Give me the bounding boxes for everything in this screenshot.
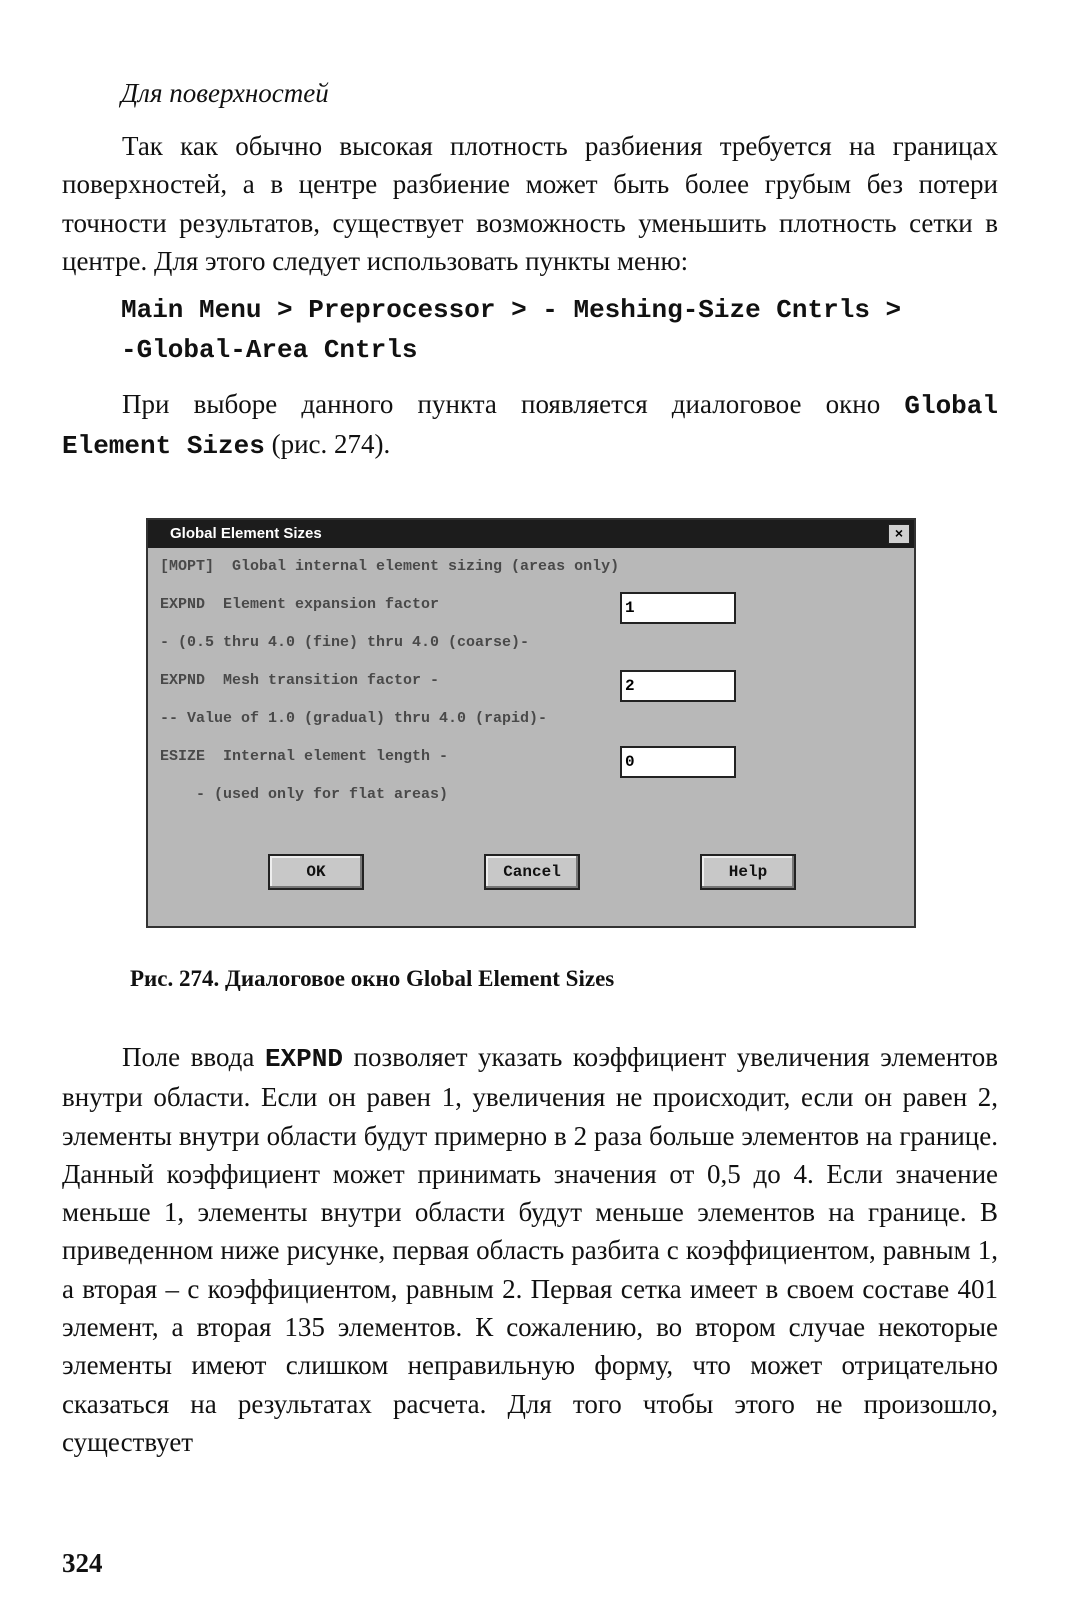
ok-button[interactable]: OK [268, 854, 364, 890]
dialog-title-bar[interactable] [148, 520, 914, 548]
paragraph-text: Поле ввода [122, 1042, 265, 1072]
dialog-label-expnd: EXPND Element expansion factor [160, 596, 440, 613]
dialog-title: Global Element Sizes [170, 525, 322, 542]
menu-path-line-2: -Global-Area Cntrls [121, 335, 418, 365]
intro-paragraph: Так как обычно высокая плотность разбиения требуется на границах поверхностей, а в центре разбиение может быть более грубым без потери точности результатов, существует возможность уменьшить плотность сетки в центре. Для этого следует использовать пункты меню: [62, 131, 998, 276]
paragraph-text: При выборе данного пункта появляется диалоговое окно [122, 389, 905, 419]
dialog-intro-paragraph [62, 385, 998, 466]
dialog-hint-transition-range: -- Value of 1.0 (gradual) thru 4.0 (rapid)- [160, 710, 548, 727]
dialog-label-esize: ESIZE Internal element length - [160, 748, 449, 765]
expnd-paragraph [62, 1038, 998, 1461]
dialog-hint-expnd-range: - (0.5 thru 4.0 (fine) thru 4.0 (coarse)- [160, 634, 530, 651]
global-element-sizes-dialog [146, 518, 916, 928]
dialog-label-mopt: [MOPT] Global internal element sizing (areas only) [160, 558, 620, 575]
paragraph-text: (рис. 274). [264, 429, 391, 460]
section-heading: Для поверхностей [121, 78, 329, 108]
menu-path-line-1: Main Menu > Preprocessor > - Meshing-Size Cntrls > [121, 295, 902, 325]
page-number: 324 [62, 1548, 103, 1578]
cancel-button[interactable]: Cancel [484, 854, 580, 890]
menu-path [121, 290, 1001, 370]
dialog-name-code: Global Element Sizes [62, 391, 998, 462]
paragraph-text: позволяет указать коэффициент увеличения элементов внутри области. Если он равен 1, увеличения не происходит, если он равен 2, элементы внутри области будут примерно в 2 раза больше элементов на границе. Данный коэффициент может принимать значения от 0,5 до 4. Если значение меньше 1, элементы внутри области будут меньше элементов на границе. В приведенном ниже рисунке, первая область разбита с коэффициентом, равным 1, а вторая – с коэффициентом, равным 2. Первая сетка имеет в своем составе 401 элемент, а вторая 135 элементов. К сожалению, во втором случае некоторые элементы имеют слишком неправильную форму, что может отрицательно сказаться на результатах расчета. Для того чтобы этого не произошло, существует [62, 1042, 998, 1457]
expansion-factor-input[interactable]: 1 [620, 592, 736, 624]
help-button[interactable]: Help [700, 854, 796, 890]
close-icon[interactable]: × [888, 524, 910, 544]
transition-factor-input[interactable]: 2 [620, 670, 736, 702]
dialog-label-transition: EXPND Mesh transition factor - [160, 672, 440, 689]
figure-caption: Рис. 274. Диалоговое окно Global Element Sizes [130, 966, 615, 991]
element-length-input[interactable]: 0 [620, 746, 736, 778]
dialog-hint-esize: - (used only for flat areas) [160, 786, 449, 803]
expnd-code: EXPND [264, 1044, 343, 1074]
